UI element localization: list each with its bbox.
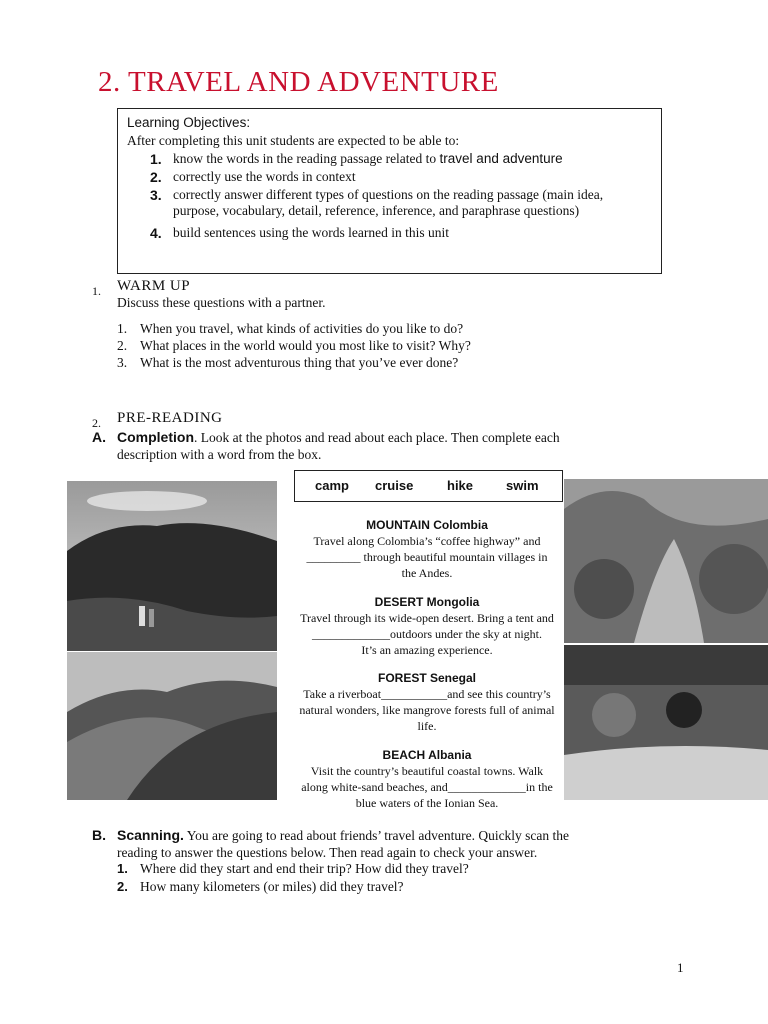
prereading-heading: PRE-READING [117,410,223,426]
place-heading: MOUNTAIN Colombia [366,518,488,532]
word-hike: hike [447,478,474,493]
objective-item: 1. know the words in the reading passage related to travel and adventure [150,151,563,167]
place-description: Take a riverboat___________and see this country’s natural wonders, like mangrove forests full of animal life. [299,687,555,733]
page-number: 1 [677,960,684,975]
word-swim: swim [506,478,539,493]
desert-photo [67,652,277,800]
place-description: Visit the country’s beautiful coastal towns. Walk along white-sand beaches, and_____________in the blue waters of the Ionian Sea. [301,764,553,810]
completion-line-2: description with a word from the box. [117,447,322,462]
scanning-line: B. Scanning. You are going to read about friends’ travel adventure. Quickly scan the [92,827,570,843]
place-description: Travel through its wide-open desert. Bring a tent and _____________outdoors under the sky at night. It’s an amazing experience. [300,611,554,657]
scanning-question: 1. Where did they start and end their trip? How did they travel? [117,861,469,876]
warmup-heading: WARM UP [117,278,191,294]
place-heading: FOREST Senegal [377,671,477,685]
beach-photo [564,645,768,800]
objective-item: 2. correctly use the words in context [150,169,356,185]
page-title: 2. TRAVEL AND ADVENTURE [98,66,499,98]
warmup-number: 1. [92,284,101,298]
mountain-photo [67,481,277,651]
forest-photo [564,479,768,643]
word-camp: camp [315,478,349,493]
warmup-question: 1. When you travel, what kinds of activities do you like to do? [117,321,464,336]
prereading-number: 2. [92,416,101,430]
warmup-question: 3. What is the most adventurous thing that you’ve ever done? [117,355,459,370]
objectives-heading: Learning Objectives: [127,115,251,130]
place-heading: DESERT Mongolia [374,595,480,609]
completion-line: A. Completion. Look at the photos and read about each place. Then complete each [92,429,560,445]
objectives-intro: After completing this unit students are expected to be able to: [127,133,460,148]
word-cruise: cruise [375,478,414,493]
objective-item: 3. correctly answer different types of questions on the reading passage (main idea, purpose, vocabulary, detail, reference, inference, and paraphrase questions) [150,187,604,218]
warmup-instruction: Discuss these questions with a partner. [117,295,326,310]
place-heading: BEACH Albania [382,748,472,762]
scanning-question: 2. How many kilometers (or miles) did they travel? [117,879,404,894]
place-description: Travel along Colombia’s “coffee highway” and _________ through beautiful mountain villages in the Andes. [306,534,548,580]
objective-item: 4. build sentences using the words learned in this unit [150,225,449,241]
warmup-question: 2. What places in the world would you most like to visit? Why? [117,338,471,353]
scanning-line-2: reading to answer the questions below. Then read again to check your answer. [117,845,538,860]
